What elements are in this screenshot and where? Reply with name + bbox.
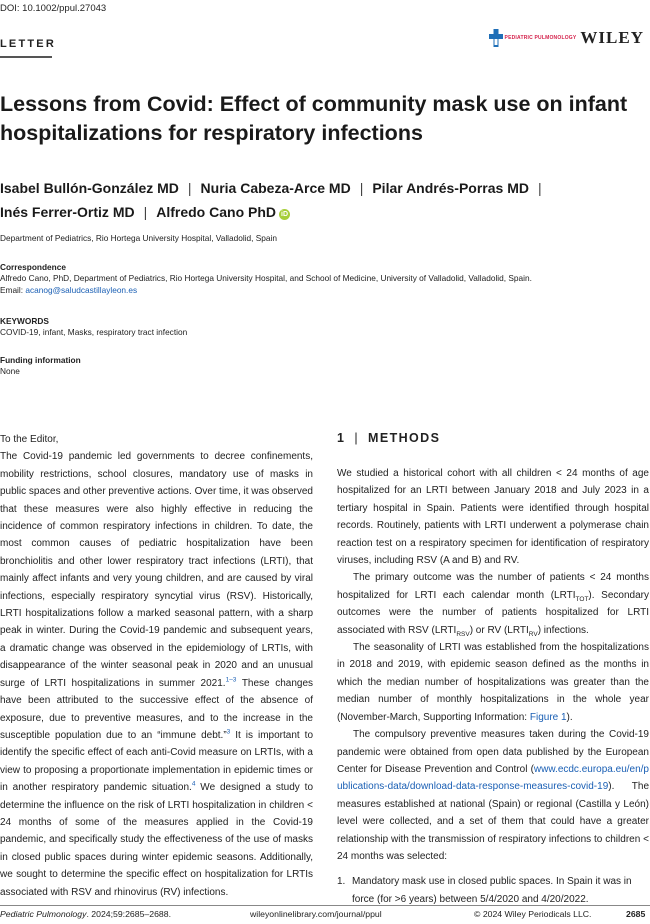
list-item (337, 873, 649, 908)
list-number: 1. (337, 876, 346, 888)
author-name[interactable]: Pilar Andrés-Porras MD (372, 180, 529, 196)
body-paragraph: The Covid-19 pandemic led governments to decree confinements, mobility restrictions, school closures, mandatory use of masks in public spaces and other preventive actions. Over time, it was observed that these measures were also highly effective in reducing the incidence of common respiratory infections in children. To date, the most common causes of pediatric hospitalization have been bronchiolitis and other lower respiratory tract infections (LRTI), that mainly affect infants and very young children, and are caused by viral infections, especially respiratory syncytial virus (RSV). Historically, LRTI hospitalizations follow a marked seasonal pattern, with a sharp peak in winter. During the Covid-19 pandemic and subsequent years, a dramatic change was observed in the epidemiology of LRTIs, with disappearance of the winter seasonal peak in 2020 and an unusual surge of LRTI hospitalizations in summer 2021.$^{1-3}$ These changes have been attributed to the successive effect of the absence of exposure, due to preventive measures, and to the increase in the susceptible population due to an “immune debt.”$^3$ It is important to identify the specific effect of each anti-Covid measure on LRTIs, with a view to proposing a proportionate implementation in epidemic times or in another respiratory pandemic situation.$^4$ We designed a study to determine the influence on the risk of LRTI hospitalization in children < 24 months of some of the measures applied in the Covid-19 pandemic, and specifically study the effectiveness of the use of masks in closed public spaces during winter epidemic seasons. Additionally, we sought to determine the specific effect on hospitalization for LRTIs associated with RSV and rhinovirus (RV) infections. (0, 451, 314, 898)
author-name[interactable]: Inés Ferrer-Ortiz MD (0, 204, 135, 220)
salutation: To the Editor, (0, 434, 59, 445)
article-title: Lessons from Covid: Effect of community mask use on infant hospitalizations for respiratory infections (0, 92, 628, 145)
keywords-text: COVID-19, infant, Masks, respiratory tract infection (0, 327, 188, 337)
section-title: METHODS (368, 431, 441, 445)
left-column (0, 431, 313, 901)
author-name[interactable]: Isabel Bullón-González MD (0, 180, 179, 196)
article-type: LETTER (0, 38, 56, 50)
email-link[interactable]: acanog@saludcastillayleon.es (25, 285, 138, 295)
funding-block (0, 355, 640, 377)
footer-copyright: © 2024 Wiley Periodicals LLC. (474, 909, 592, 919)
journal-logo (489, 29, 577, 47)
footer-url[interactable]: wileyonlinelibrary.com/journal/ppul (250, 909, 382, 919)
funding-text: None (0, 366, 20, 376)
citation-ref[interactable]: 1–3 (225, 676, 237, 684)
logo-area (489, 28, 644, 48)
correspondence-email-line (0, 284, 640, 296)
correspondence-label: Correspondence (0, 262, 66, 272)
author-list (0, 176, 640, 224)
article-type-rule (0, 56, 52, 58)
author-separator: | (359, 180, 364, 196)
section-heading-methods (337, 431, 440, 445)
page-number: 2685 (626, 909, 646, 919)
email-label: Email: (0, 285, 24, 295)
methods-paragraph: The seasonality of LRTI was established from the hospitalizations in 2018 and 2019, with epidemic season defined as the months in which the median number of hospitalizations was greater than the median number of monthly hospitalizations in the whole year (November-March, Supporting Information: Figure 1). (337, 642, 649, 723)
keywords-block (0, 316, 640, 338)
publisher-logo[interactable]: WILEY (580, 28, 644, 47)
list-text: Mandatory mask use in closed public spaces. In Spain it was in force (for >6 years) between 5/4/2020 and 4/20/2022. (352, 876, 632, 905)
keywords-label: KEYWORDS (0, 316, 49, 326)
correspondence-block (0, 262, 640, 296)
citation-ref[interactable]: 3 (226, 728, 231, 736)
affiliation: Department of Pediatrics, Rio Hortega University Hospital, Valladolid, Spain (0, 233, 277, 243)
citation-ref[interactable]: 4 (191, 780, 196, 788)
doi: DOI: 10.1002/ppul.27043 (0, 3, 107, 14)
funding-label: Funding information (0, 355, 81, 365)
section-number: 1 (337, 431, 346, 445)
author-separator: | (143, 204, 148, 220)
author-name[interactable]: Alfredo Cano PhD (156, 204, 277, 220)
right-column (337, 465, 649, 908)
pulmonology-cross-icon (489, 29, 503, 47)
footer-citation: Pediatric Pulmonology. 2024;59:2685–2688. (0, 909, 171, 919)
footer-rule (0, 905, 650, 906)
section-bar: | (354, 431, 360, 445)
methods-paragraph: We studied a historical cohort with all children < 24 months of age hospitalized for an LRTI between January 2018 and July 2023 in a tertiary hospital in Spain. Patients were identified through hospital records. Routinely, patients with LRTI underwent a polymerase chain reaction test on a respiratory specimen for identification of respiratory viruses, including RSV (A and B) and RV. (337, 468, 649, 567)
orcid-icon[interactable]: iD (281, 211, 289, 218)
figure-link[interactable]: Figure 1 (529, 711, 567, 723)
author-separator: | (537, 180, 542, 196)
author-separator: | (187, 180, 192, 196)
correspondence-text: Alfredo Cano, PhD, Department of Pediatrics, Rio Hortega University Hospital, and School of Medicine, University of Valladolid, Valladolid, Spain. (0, 273, 532, 283)
methods-paragraph: The compulsory preventive measures taken during the Covid-19 pandemic were obtained from open data published by the European Center for Disease Prevention and Control (www.ecdc.europa.eu/en/publications-data/download-data-response-measures-covid-19). The measures established at national (Spain) or regional (Castilla y León) level were collected, and a set of them that could have a greater relationship with the transmission of respiratory infections to children < 24 months was selected: (337, 729, 649, 862)
ecdc-link[interactable]: www.ecdc.europa.eu/en/publications-data/download-data-response-measures-covid-19 (337, 763, 649, 793)
journal-logo-text: PEDIATRIC PULMONOLOGY (504, 35, 577, 41)
author-name[interactable]: Nuria Cabeza-Arce MD (200, 180, 351, 196)
methods-paragraph: The primary outcome was the number of patients < 24 months hospitalized for LRTI each calendar month $(LRTI_{TOT})$. Secondary outcomes were the number of patients hospitalized for LRTI associated with RSV $(LRTI_{RSV})$ or RV $(LRTI_{RV})$ infections. (337, 572, 649, 638)
